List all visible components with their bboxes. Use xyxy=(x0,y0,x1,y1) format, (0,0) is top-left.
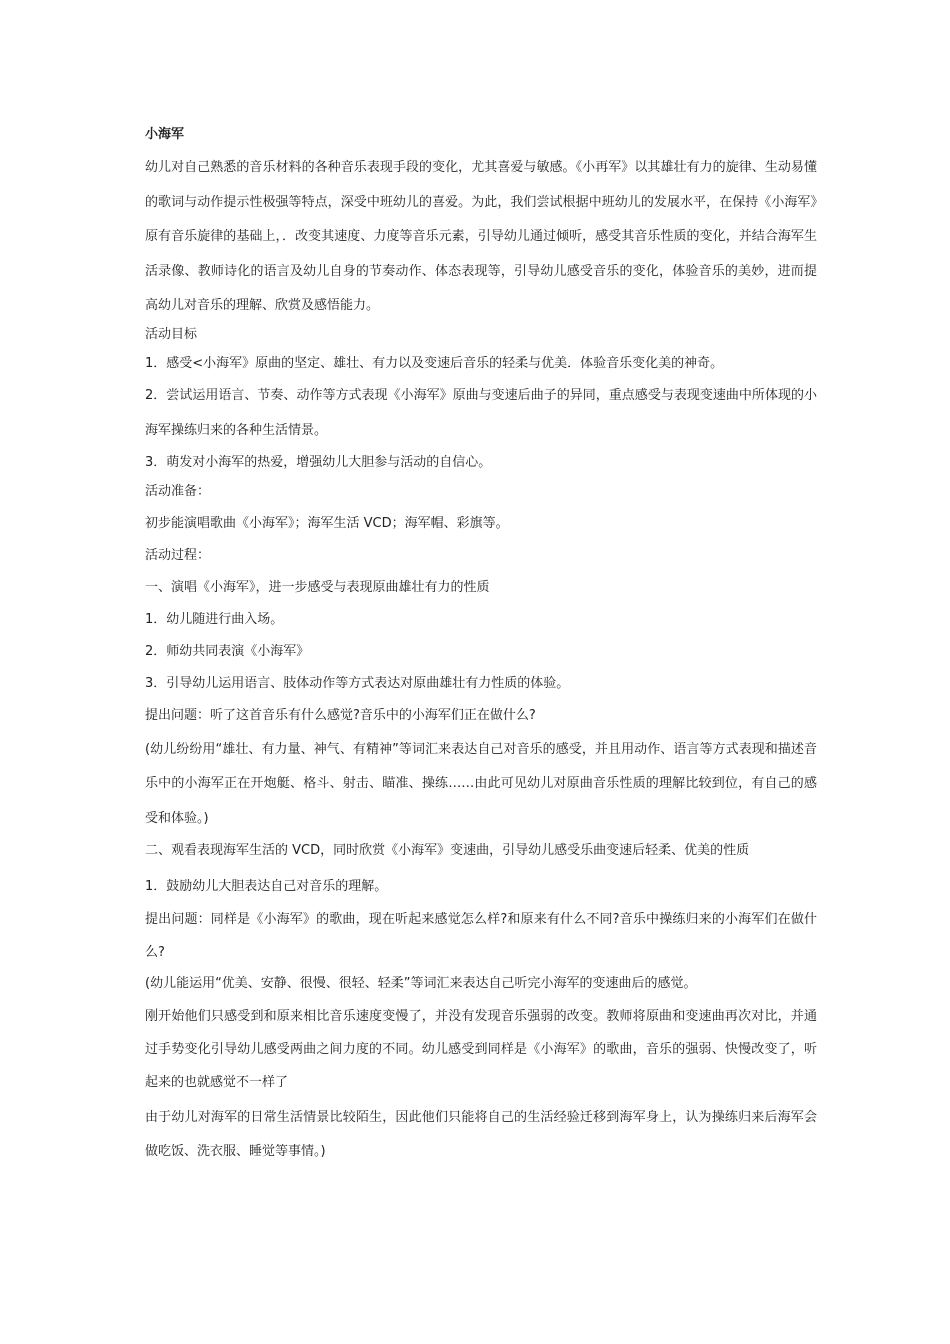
prep-text: 初步能演唱歌曲《小海军》；海军生活 VCD；海军帽、彩旗等。 xyxy=(145,515,509,531)
part1-note: (幼儿纷纷用“雄壮、有力量、神气、有精神”等词汇来表达自己对音乐的感受，并且用动作、语言等方式表现和描述音乐中的小海军正在开炮艇、格斗、射击、瞄准、操练……由此可见幼儿对原曲音乐性质的理解比较到位，有自己的感受和体验。) xyxy=(145,741,817,826)
part2-note-2: 刚开始他们只感受到和原来相比音乐速度变慢了，并没有发现音乐强弱的改变。教师将原曲和变速曲再次对比，并通过手势变化引导幼儿感受两曲之间力度的不同。幼儿感受到同样是《小海军》的歌曲，音乐的强弱、快慢改变了，听起来的也就感觉不一样了 xyxy=(145,1008,817,1090)
prep-heading: 活动准备： xyxy=(145,483,211,499)
part1-heading: 一、演唱《小海军》，进一步感受与表现原曲雄壮有力的性质 xyxy=(145,579,490,595)
part2-heading: 二、观看表现海军生活的 VCD，同时欣赏《小海军》变速曲，引导幼儿感受乐曲变速后轻柔、优美的性质 xyxy=(145,843,750,858)
process-heading: 活动过程： xyxy=(145,547,211,563)
goals-heading: 活动目标 xyxy=(145,326,198,342)
part1-step-1: 1．幼儿随进行曲入场。 xyxy=(145,611,284,627)
intro-paragraph: 幼儿对自己熟悉的音乐材料的各种音乐表现手段的变化，尤其喜爱与敏感。《小再军》以其雄壮有力的旋律、生动易懂的歌词与动作提示性极强等特点，深受中班幼儿的喜爱。为此，我们尝试根据中班幼儿的发展水平，在保持《小海军》原有音乐旋律的基础上，．改变其速度、力度等音乐元素，引导幼儿通过倾听，感受其音乐性质的变化，并结合海军生活录像、教师诗化的语言及幼儿自身的节奏动作、体态表现等，引导幼儿感受音乐的变化，体验音乐的美妙，进而提高幼儿对音乐的理解、欣赏及感悟能力。 xyxy=(145,160,817,313)
part2-question: 提出问题：同样是《小海军》的歌曲，现在听起来感觉怎么样?和原来有什么不同?音乐中操练归来的小海军们在做什么? xyxy=(145,911,817,960)
goal-1: 1．感受<小海军》原曲的坚定、雄壮、有力以及变速后音乐的轻柔与优美．体验音乐变化美的神奇。 xyxy=(145,355,724,371)
part2-step-1: 1．鼓励幼儿大胆表达自己对音乐的理解。 xyxy=(145,878,388,894)
part1-step-2: 2．师幼共同表演《小海军》 xyxy=(145,643,310,659)
part1-step-3: 3．引导幼儿运用语言、肢体动作等方式表达对原曲雄壮有力性质的体验。 xyxy=(145,675,570,691)
part1-question: 提出问题：听了这首音乐有什么感觉?音乐中的小海军们正在做什么? xyxy=(145,707,536,723)
document-title: 小海军 xyxy=(145,127,185,142)
goal-2: 2．尝试运用语言、节奏、动作等方式表现《小海军》原曲与变速后曲子的异同，重点感受与表现变速曲中所体现的小海军操练归来的各种生活情景。 xyxy=(145,387,817,438)
goal-3: 3．萌发对小海军的热爱，增强幼儿大胆参与活动的自信心。 xyxy=(145,454,492,470)
part2-note-1: (幼儿能运用“优美、安静、很慢、很轻、轻柔”等词汇来表达自己听完小海军的变速曲后的感觉。 xyxy=(145,975,697,991)
part2-note-3: 由于幼儿对海军的日常生活情景比较陌生，因此他们只能将自己的生活经验迁移到海军身上，认为操练归来后海军会做吃饭、洗衣服、睡觉等事情。) xyxy=(145,1109,817,1159)
document-body xyxy=(145,125,817,1169)
